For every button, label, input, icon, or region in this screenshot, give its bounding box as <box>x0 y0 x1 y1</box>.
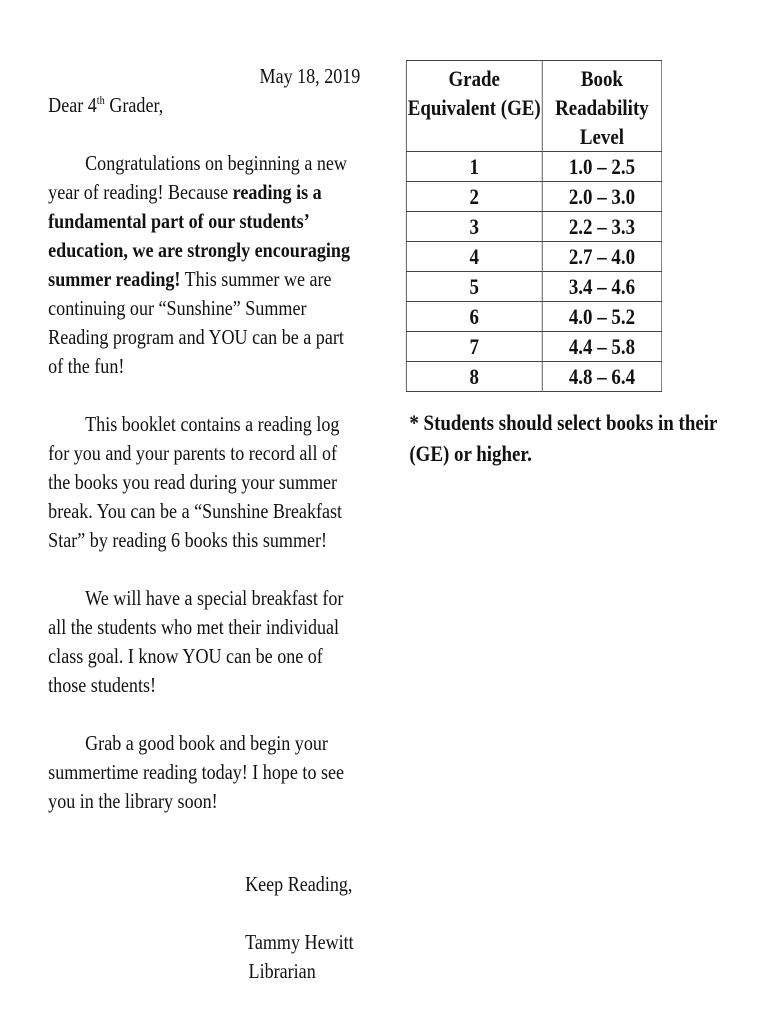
table-header-row <box>406 61 661 152</box>
paragraph-1-intro: Congratulations on beginning a new year of reading! Because <box>48 151 347 204</box>
selection-note: * Students should select books in their (GE) or higher. <box>409 410 718 466</box>
grade-cell: 6 <box>406 302 542 332</box>
paragraph-3: We will have a special breakfast for all the students who met their individual class goal. I know YOU can be one of those students! <box>48 586 344 697</box>
salutation-superscript: th <box>96 93 105 107</box>
grade-cell: 7 <box>406 332 542 362</box>
readability-cell: 1.0 – 2.5 <box>542 152 662 182</box>
grade-cell: 1 <box>406 152 542 182</box>
paragraph-2: This booklet contains a reading log for you and your parents to record all of the books you read during your summer break. You can be a “Sunshine Breakfast Star” by reading 6 books this summer! <box>48 412 343 552</box>
table-row <box>406 182 661 212</box>
header-book-readability: Book Readability Level <box>542 61 662 152</box>
paragraph-1 <box>48 149 360 381</box>
table-row <box>406 242 661 272</box>
grade-cell: 2 <box>406 182 542 212</box>
table-row <box>406 332 661 362</box>
grade-cell: 3 <box>406 212 542 242</box>
letter <box>48 62 360 986</box>
salutation <box>48 91 360 120</box>
closing-line: Keep Reading, <box>245 872 353 896</box>
readability-cell: 4.0 – 5.2 <box>542 302 662 332</box>
table-row <box>406 272 661 302</box>
paragraph-1-emphasis: reading is a fundamental part of our students’ education, we are strongly encouraging summer reading! <box>48 180 350 291</box>
readability-cell: 4.4 – 5.8 <box>542 332 662 362</box>
paragraph-4: Grab a good book and begin your summertime reading today! I hope to see you in the library soon! <box>48 731 345 813</box>
signer-name: Tammy Hewitt <box>245 930 354 954</box>
paragraph-1-rest: This summer we are continuing our “Sunshine” Summer Reading program and YOU can be a part of the fun! <box>48 267 344 378</box>
table-row <box>406 152 661 182</box>
signer-title: Librarian <box>248 959 316 983</box>
grade-cell: 4 <box>406 242 542 272</box>
readability-cell: 4.8 – 6.4 <box>542 362 662 392</box>
readability-table <box>406 60 662 392</box>
salutation-start: Dear 4 <box>48 93 97 117</box>
header-grade-equivalent: Grade Equivalent (GE) <box>406 61 542 152</box>
table-row <box>406 302 661 332</box>
letter-closing <box>245 870 360 986</box>
letter-date: May 18, 2019 <box>259 64 361 88</box>
readability-cell: 2.0 – 3.0 <box>542 182 662 212</box>
readability-cell: 3.4 – 4.6 <box>542 272 662 302</box>
grade-cell: 5 <box>406 272 542 302</box>
readability-cell: 2.2 – 3.3 <box>542 212 662 242</box>
grade-cell: 8 <box>406 362 542 392</box>
table-row <box>406 362 661 392</box>
table-row <box>406 212 661 242</box>
readability-cell: 2.7 – 4.0 <box>542 242 662 272</box>
readability-table-container <box>406 60 662 392</box>
salutation-end: Grader, <box>104 93 164 117</box>
